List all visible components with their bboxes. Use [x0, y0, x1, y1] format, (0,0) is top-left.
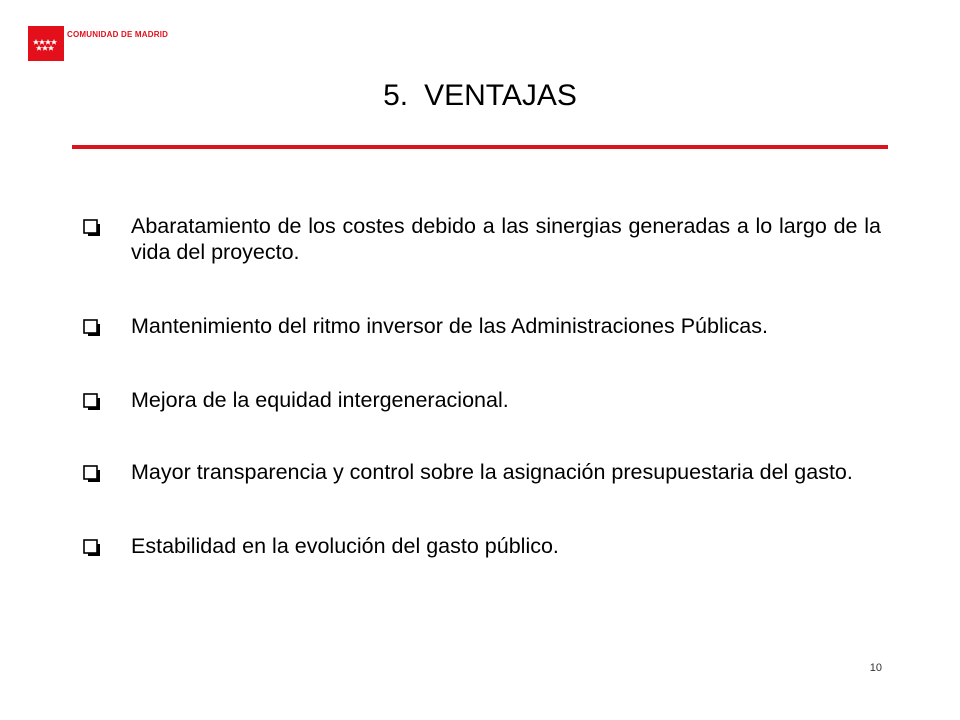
- list-item-text: Estabilidad en la evolución del gasto público.: [131, 534, 559, 558]
- list-item-text: Mayor transparencia y control sobre la asignación presupuestaria del gasto.: [131, 460, 853, 484]
- checkbox-square-icon: [83, 465, 101, 483]
- checkbox-square-icon: [83, 393, 101, 411]
- list-item-text: Mejora de la equidad intergeneracional.: [131, 388, 509, 412]
- list-item-text: Abaratamiento de los costes debido a las sinergias generadas a lo largo de la vida del proyecto.: [131, 214, 881, 264]
- list-item: [83, 313, 881, 339]
- section-number: 5.: [383, 79, 409, 112]
- checkbox-square-icon: [83, 219, 101, 237]
- checkbox-square-icon: [83, 539, 101, 557]
- list-item: [83, 213, 881, 265]
- logo-text: COMUNIDAD DE MADRID: [67, 30, 169, 39]
- list-item: [83, 387, 881, 413]
- advantages-list: [83, 213, 881, 607]
- section-title: VENTAJAS: [424, 79, 577, 112]
- list-item: [83, 533, 881, 559]
- page-title: [0, 76, 960, 116]
- list-item: [83, 459, 881, 485]
- page-number: 10: [869, 662, 882, 674]
- checkbox-square-icon: [83, 319, 101, 337]
- title-divider: [72, 145, 888, 149]
- logo: [28, 26, 168, 61]
- madrid-flag-icon: [28, 26, 64, 61]
- list-item-text: Mantenimiento del ritmo inversor de las Administraciones Públicas.: [131, 314, 768, 338]
